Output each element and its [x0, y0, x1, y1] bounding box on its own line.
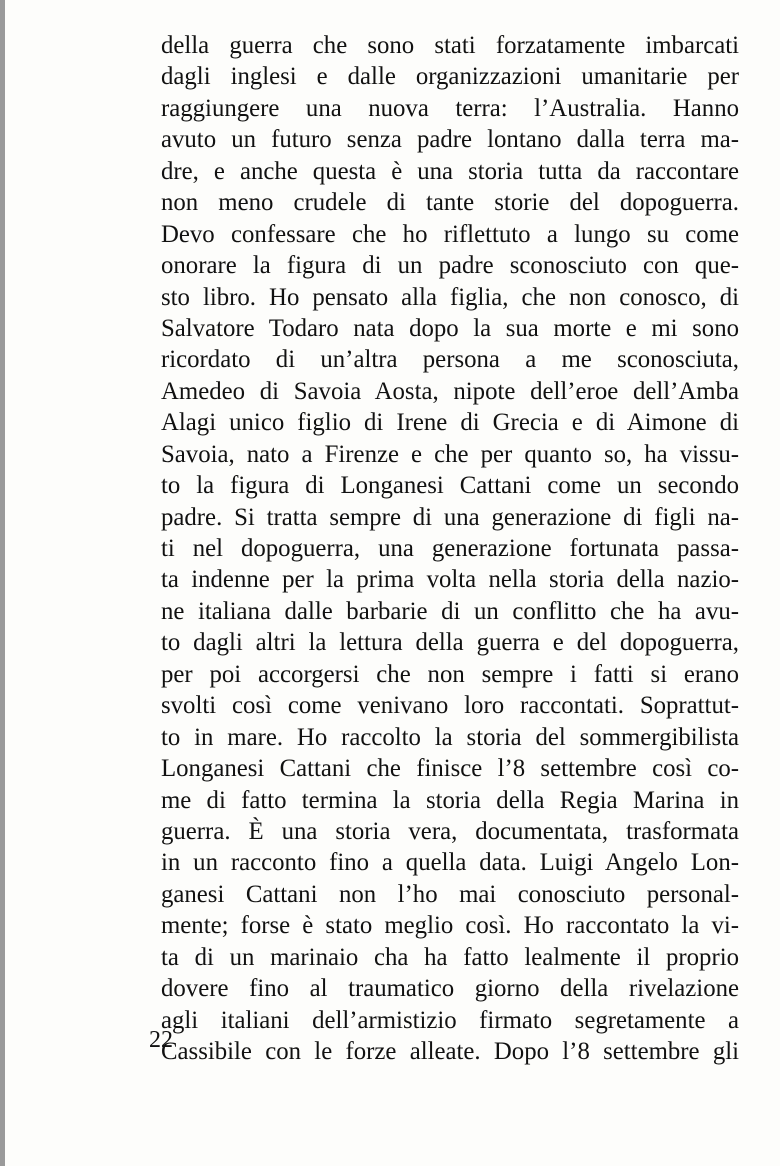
- text-line: dagli inglesi e dalle organizzazioni umanitarie per: [161, 63, 739, 91]
- text-line: in un racconto fino a quella data. Luigi Angelo Lon-: [161, 849, 739, 877]
- text-line: Salvatore Todaro nata dopo la sua morte e mi sono: [161, 314, 739, 342]
- text-line: raggiungere una nuova terra: l’Australia. Hanno: [161, 94, 739, 122]
- text-line: ti nel dopoguerra, una generazione fortunata passa-: [161, 535, 739, 562]
- text-line: dre, e anche questa è una storia tutta da raccontare: [161, 157, 739, 185]
- text-line: Savoia, nato a Firenze e che per quanto so, ha vissu-: [161, 440, 739, 468]
- binding-edge: [0, 0, 5, 1166]
- text-line: ganesi Cattani non l’ho mai conosciuto personal-: [161, 880, 739, 908]
- text-line: avuto un futuro senza padre lontano dalla terra ma-: [161, 126, 739, 154]
- text-line: Longanesi Cattani che finisce l’8 settembre così co-: [161, 755, 739, 783]
- text-line: to la figura di Longanesi Cattani come un secondo: [161, 472, 739, 500]
- text-line: dovere fino al traumatico giorno della rivelazione: [161, 975, 739, 1003]
- text-line: me di fatto termina la storia della Regia Marina in: [161, 786, 739, 814]
- text-line: to dagli altri la lettura della guerra e del dopoguerra,: [161, 629, 739, 657]
- text-line: padre. Si tratta sempre di una generazione di figli na-: [161, 503, 739, 531]
- text-line: ta indenne per la prima volta nella storia della nazio-: [161, 566, 739, 594]
- text-line: Amedeo di Savoia Aosta, nipote dell’eroe dell’Amba: [161, 377, 739, 405]
- text-line: ta di un marinaio cha ha fatto lealmente il proprio: [161, 943, 739, 971]
- text-line: ne italiana dalle barbarie di un conflitto che ha avu-: [161, 597, 739, 625]
- text-line: non meno crudele di tante storie del dopoguerra.: [161, 189, 739, 217]
- text-line: guerra. È una storia vera, documentata, trasformata: [161, 817, 739, 845]
- text-line: mente; forse è stato meglio così. Ho raccontato la vi-: [161, 912, 739, 940]
- text-line: Devo confessare che ho riflettuto a lungo su come: [161, 220, 739, 248]
- text-line: to in mare. Ho raccolto la storia del sommergibilista: [161, 723, 739, 751]
- text-line: Alagi unico figlio di Irene di Grecia e di Aimone di: [161, 409, 739, 437]
- text-line: onorare la figura di un padre sconosciuto con que-: [161, 252, 739, 280]
- text-line: sto libro. Ho pensato alla figlia, che non conosco, di: [161, 283, 739, 311]
- text-line: della guerra che sono stati forzatamente imbarcati: [161, 32, 739, 59]
- text-line: agli italiani dell’armistizio firmato segretamente a: [161, 1006, 739, 1034]
- text-line: Cassibile con le forze alleate. Dopo l’8 settembre gli: [161, 1038, 739, 1065]
- body-text: [161, 30, 739, 1067]
- text-line: svolti così come venivano loro raccontati. Soprattut-: [161, 692, 739, 720]
- text-line: ricordato di un’altra persona a me sconosciuta,: [161, 346, 739, 374]
- text-line: per poi accorgersi che non sempre i fatti si erano: [161, 660, 739, 688]
- page-number: 22: [149, 1027, 173, 1053]
